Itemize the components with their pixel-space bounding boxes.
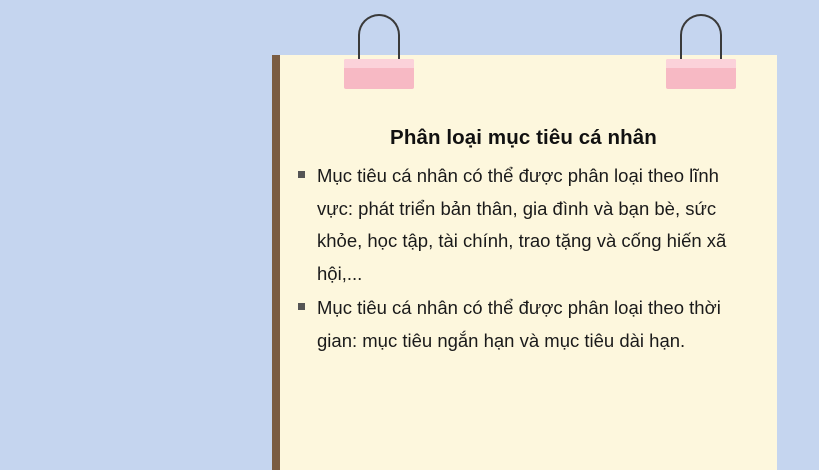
list-item: [292, 160, 755, 292]
list-item: [292, 292, 755, 358]
bullet-square-icon: [298, 303, 305, 310]
bullet-square-icon: [298, 171, 305, 178]
list-item-text: Mục tiêu cá nhân có thể được phân loại theo thời gian: mục tiêu ngắn hạn và mục tiêu dài hạn.: [317, 297, 721, 352]
note-content: [280, 55, 777, 470]
list-item-text: Mục tiêu cá nhân có thể được phân loại theo lĩnh vực: phát triển bản thân, gia đình và bạn bè, sức khỏe, học tập, tài chính, trao tặng và cống hiến xã hội,...: [317, 164, 727, 285]
note-title: Phân loại mục tiêu cá nhân: [390, 126, 657, 149]
bullet-list: [292, 160, 755, 359]
